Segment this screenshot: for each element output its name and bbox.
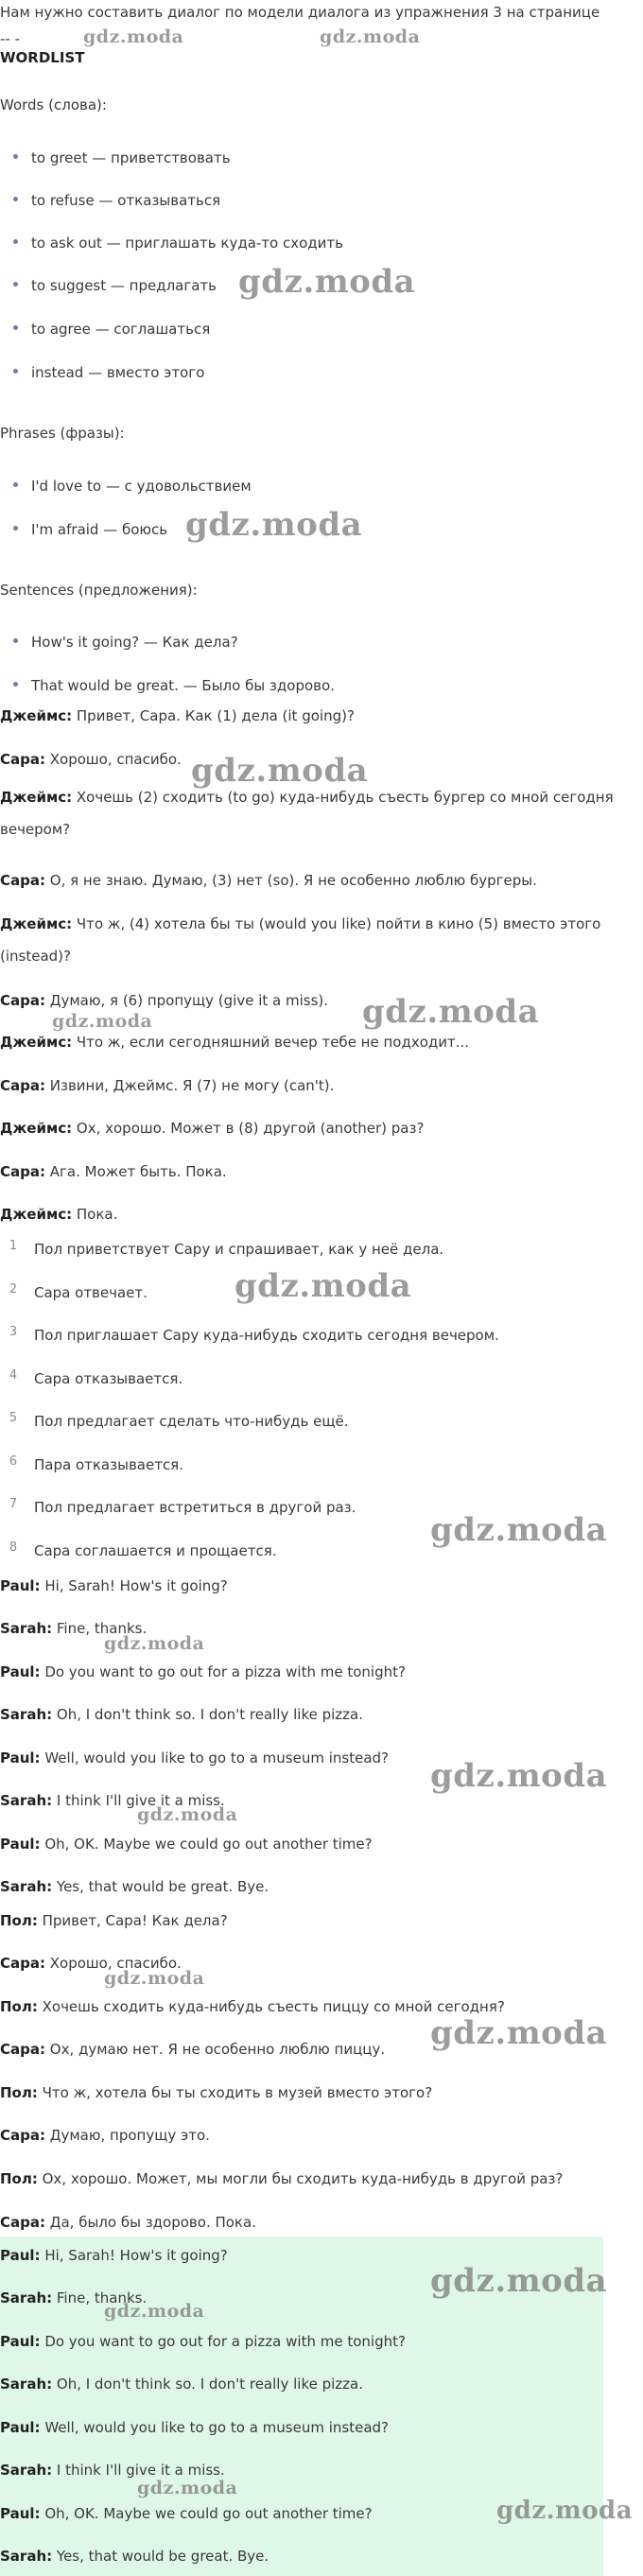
phrase-item: I'm afraid — боюсь [13,519,167,540]
dialog-line: Джеймс: Пока. [0,1206,118,1223]
highlight-dialog-line: Sarah: Oh, I don't think so. I don't really like pizza. [0,2376,363,2393]
bullet-icon [13,638,18,643]
dialog-line: Пол: Что ж, хотела бы ты сходить в музей вместо этого? [0,2084,433,2101]
watermark: gdz.moda [430,1757,608,1795]
watermark: gdz.moda [235,1267,412,1305]
plan-item: 7 Пол предлагает встретиться в другой раз. [9,1497,356,1516]
dialog-line: Сара: Думаю, я (6) пропущу (give it a miss). [0,992,329,1009]
bullet-icon [13,682,18,687]
dialog-line: Sarah: Fine, thanks. [0,1620,148,1637]
dialog-line: Джеймс: Что ж, если сегодняшний вечер тебе не подходит... [0,1034,470,1051]
plan-item: 4 Сара отказывается. [9,1368,183,1387]
watermark: gdz.moda [104,2301,205,2322]
bullet-icon [13,282,18,287]
watermark: gdz.moda [191,752,369,790]
bullet-icon [13,154,18,159]
watermark: gdz.moda [104,1968,205,1989]
dialog-line: Джеймс: Привет, Сара. Как (1) дела (it going)? [0,707,355,724]
watermark: gdz.moda [430,2014,608,2052]
word-item: to ask out — приглашать куда-то сходить [13,233,343,253]
watermark: gdz.moda [137,1804,238,1825]
plan-item: 1 Пол приветствует Сару и спрашивает, как у неё дела. [9,1239,444,1258]
word-item: instead — вместо этого [13,362,204,383]
dialog-line: Пол: Хочешь сходить куда-нибудь съесть пиццу со мной сегодня? [0,1998,505,2015]
phrase-item: I'd love to — с удовольствием [13,476,252,496]
wordlist-heading: WORDLIST [0,49,85,66]
dialog-line: Сара: О, я не знаю. Думаю, (3) нет (so). Я не особенно люблю бургеры. [0,872,537,889]
bullet-icon [13,239,18,244]
dialog-line: Сара: Извини, Джеймс. Я (7) не могу (can't). [0,1077,335,1094]
bullet-icon [13,325,18,330]
dashes: -- - [0,30,21,47]
highlight-dialog-line: Paul: Hi, Sarah! How's it going? [0,2247,228,2264]
watermark: gdz.moda [137,2478,238,2498]
dialog-line: Sarah: Yes, that would be great. Bye. [0,1878,269,1895]
sentences-heading: Sentences (предложения): [0,582,198,599]
dialog-line: Джеймс: Ох, хорошо. Может в (8) другой (another) раз? [0,1120,425,1137]
dialog-line: Paul: Do you want to go out for a pizza with me tonight? [0,1663,406,1680]
highlight-dialog-line: Sarah: Fine, thanks. [0,2289,148,2306]
intro-text: Нам нужно составить диалог по модели диалога из упражнения 3 на странице [0,4,600,21]
dialog-line: Сара: Ага. Может быть. Пока. [0,1163,227,1180]
dialog-line: Сара: Ох, думаю нет. Я не особенно люблю пиццу. [0,2041,386,2058]
dialog-line: Джеймс: Что ж, (4) хотела бы ты (would you like) пойти в кино (5) вместо этого (instead)? [0,915,601,965]
watermark: gdz.moda [185,506,363,544]
bullet-icon [13,197,18,201]
watermark: gdz.moda [430,2262,608,2300]
watermark: gdz.moda [104,1633,205,1654]
plan-item: 2 Сара отвечает. [9,1282,148,1301]
highlight-dialog-line: Paul: Oh, OK. Maybe we could go out another time? [0,2505,373,2522]
dialog-line: Пол: Привет, Сара! Как дела? [0,1912,228,1929]
word-item: to agree — соглашаться [13,319,210,339]
bullet-icon [13,482,18,487]
plan-item: 5 Пол предлагает сделать что-нибудь ещё. [9,1411,349,1430]
dialog-line: Сара: Хорошо, спасибо. [0,1955,182,1972]
word-item: to refuse — отказываться [13,190,220,211]
dialog-line: Paul: Well, would you like to go to a museum instead? [0,1749,389,1767]
dialog-line: Sarah: I think I'll give it a miss. [0,1792,225,1809]
highlight-dialog-line: Sarah: I think I'll give it a miss. [0,2462,225,2479]
dialog-line: Paul: Oh, OK. Maybe we could go out another time? [0,1836,373,1853]
dialog-line: Джеймс: Хочешь (2) сходить (to go) куда-нибудь съесть бургер со мной сегодня вечером? [0,789,614,838]
word-item: to suggest — предлагать [13,275,217,296]
word-item: to greet — приветствовать [13,148,231,168]
dialog-line: Сара: Да, было бы здорово. Пока. [0,2214,256,2231]
dialog-line: Сара: Хорошо, спасибо. [0,751,182,768]
plan-item: 8 Сара соглашается и прощается. [9,1540,277,1559]
dialog-line: Пол: Ох, хорошо. Может, мы могли бы сходить куда-нибудь в другой раз? [0,2170,564,2187]
highlight-dialog-line: Paul: Do you want to go out for a pizza with me tonight? [0,2333,406,2350]
highlight-dialog-line: Paul: Well, would you like to go to a museum instead? [0,2419,389,2436]
watermark: gdz.moda [430,1511,608,1549]
dialog-line: Sarah: Oh, I don't think so. I don't really like pizza. [0,1706,363,1723]
watermark: gdz.moda [320,26,421,47]
dialog-line: Paul: Hi, Sarah! How's it going? [0,1577,228,1594]
words-heading: Words (слова): [0,96,107,113]
watermark: gdz.moda [496,2497,634,2525]
watermark: gdz.moda [83,26,184,47]
sentence-item: How's it going? — Как дела? [13,632,238,653]
phrases-heading: Phrases (фразы): [0,425,125,442]
bullet-icon [13,526,18,531]
dialog-line: Сара: Думаю, пропущу это. [0,2127,210,2144]
highlight-dialog-line: Sarah: Yes, that would be great. Bye. [0,2548,269,2565]
sentence-item: That would be great. — Было бы здорово. [13,675,335,696]
watermark: gdz.moda [362,993,540,1031]
bullet-icon [13,369,18,374]
plan-item: 3 Пол приглашает Сару куда-нибудь сходить сегодня вечером. [9,1325,499,1344]
watermark: gdz.moda [52,1011,153,1032]
plan-item: 6 Пара отказывается. [9,1454,183,1473]
watermark: gdz.moda [238,263,416,301]
